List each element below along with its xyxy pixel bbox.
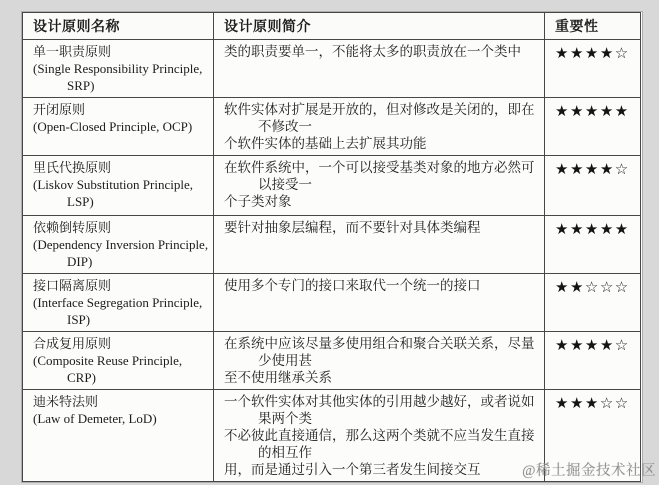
text-line: (Open-Closed Principle, OCP) [33,119,193,134]
table-row [23,98,641,156]
text-line: 的相互作 [258,445,312,460]
table-body [23,40,641,482]
table-row [23,274,641,332]
table-row [23,332,641,390]
text-line: (Composite Reuse Principle, [33,353,183,368]
text-line: 在系统中应该尽量多使用组合和聚合关联关系，尽量 [224,336,535,351]
text-line: 果两个类 [258,411,312,426]
text-line: 开闭原则 [33,102,86,117]
table-row [23,216,641,274]
importance-stars: ★★★★☆ [545,156,641,216]
text-line: 在软件系统中，一个可以接受基类对象的地方必然可 [224,160,535,175]
text-line: ISP) [67,312,91,327]
text-line: 接口隔离原则 [33,278,112,293]
text-line: 里氏代换原则 [33,160,112,175]
principle-name-cell [23,274,214,332]
text-line: 用，而是通过引入一个第三者发生间接交互 [224,462,481,477]
text-line: 个子类对象 [224,194,292,209]
design-principles-table [22,12,641,482]
principle-intro-cell [214,274,545,332]
watermark-text: @稀土掘金技术社区 [522,463,656,479]
principle-name-cell [23,98,214,156]
text-line: 一个软件实体对其他实体的引用越少越好，或者说如 [224,394,535,409]
table-header-row [23,13,641,40]
text-line: (Law of Demeter, LoD) [33,411,157,426]
principle-name-cell [23,332,214,390]
design-principles-table-container [21,11,643,483]
principle-name-cell [23,156,214,216]
header-principle-name: 设计原则名称 [23,13,214,40]
text-line: 类的职责要单一，不能将太多的职责放在一个类中 [224,44,521,59]
text-line: (Single Responsibility Principle, [33,61,203,76]
text-line: 单一职责原则 [33,44,112,59]
principle-intro-cell [214,156,545,216]
header-principle-intro: 设计原则简介 [214,13,545,40]
text-line: (Liskov Substitution Principle, [33,177,193,192]
text-line: 不必彼此直接通信，那么这两个类就不应当发生直接 [224,428,535,443]
importance-stars: ★★★★☆ [545,40,641,98]
importance-stars: ★★★★★ [545,98,641,156]
text-line: 使用多个专门的接口来取代一个统一的接口 [224,278,481,293]
principle-name-cell [23,390,214,482]
text-line: LSP) [67,194,94,209]
importance-stars: ★★★★★ [545,216,641,274]
principle-intro-cell [214,98,545,156]
table-row [23,40,641,98]
importance-stars: ★★★★☆ [545,332,641,390]
header-importance: 重要性 [545,13,641,40]
principle-name-cell [23,40,214,98]
text-line: 以接受一 [258,177,312,192]
text-line: 合成复用原则 [33,336,112,351]
principle-name-cell [23,216,214,274]
text-line: 迪米特法则 [33,394,99,409]
principle-intro-cell [214,332,545,390]
text-line: 少使用甚 [258,353,312,368]
principle-intro-cell [214,390,545,482]
text-line: 要针对抽象层编程，而不要针对具体类编程 [224,220,481,235]
principle-intro-cell [214,40,545,98]
text-line: 软件实体对扩展是开放的，但对修改是关闭的，即在 [224,102,535,117]
text-line: 不修改一 [258,119,312,134]
text-line: CRP) [67,370,96,385]
importance-stars: ★★☆☆☆ [545,274,641,332]
text-line: 个软件实体的基础上去扩展其功能 [224,136,427,151]
text-line: (Interface Segregation Principle, [33,295,203,310]
text-line: (Dependency Inversion Principle, [33,237,209,252]
principle-intro-cell [214,216,545,274]
text-line: 至不使用继承关系 [224,370,332,385]
text-line: 依赖倒转原则 [33,220,112,235]
importance-stars: ★★★☆☆ [545,390,641,482]
table-row [23,156,641,216]
text-line: SRP) [67,78,95,93]
text-line: DIP) [67,254,93,269]
